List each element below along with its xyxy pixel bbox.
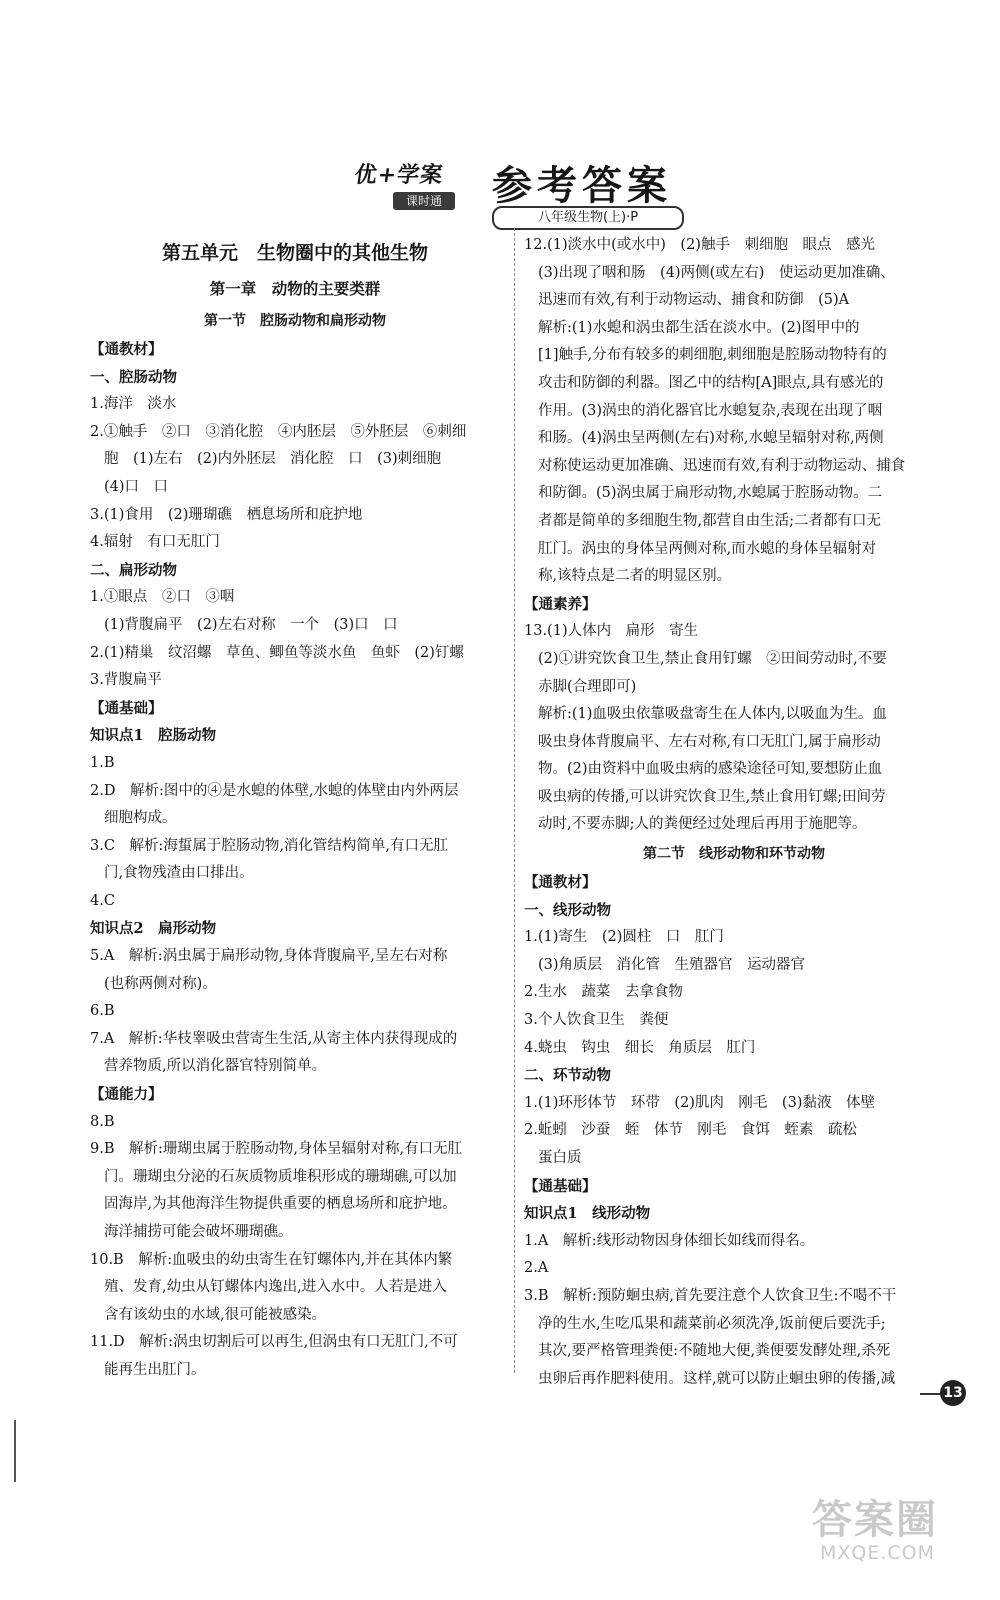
answer-line: 一、腔肠动物 [90, 368, 177, 386]
answer-line: (2)①讲究饮食卫生,禁止食用钉螺 ②田间劳动时,不要 [538, 650, 887, 667]
answer-line: 【通能力】 [90, 1086, 163, 1104]
answer-line: 1.(1)环形体节 环带 (2)肌肉 刚毛 (3)黏液 体壁 [524, 1094, 875, 1111]
answer-line: 7.A 解析:华枝睾吸虫营寄生生活,从寄主体内获得现成的 [90, 1030, 458, 1047]
answer-line: (3)出现了咽和肠 (4)两侧(或左右) 使运动更加准确、 [538, 264, 895, 281]
answer-line: 12.(1)淡水中(或水中) (2)触手 刺细胞 眼点 感光 [524, 237, 875, 253]
answer-line: 【通基础】 [90, 699, 163, 717]
answer-line: 2.D 解析:图中的④是水螅的体壁,水螅的体壁由内外两层 [90, 782, 459, 799]
answer-line: 4.蛲虫 钩虫 细长 角质层 肛门 [524, 1039, 756, 1056]
answer-line: 净的生水,生吃瓜果和蔬菜前必须洗净,饭前便后要洗手; [538, 1315, 886, 1332]
section-heading: 第一节 腔肠动物和扁形动物 [204, 313, 386, 329]
answer-line: 虫卵后再作肥料使用。这样,就可以防止蛔虫卵的传播,减 [538, 1370, 896, 1387]
chapter-heading: 第一章 动物的主要类群 [209, 280, 381, 298]
answer-line: 【通素养】 [524, 595, 597, 613]
logo-sub-text: 课时通 [393, 192, 455, 210]
answer-line: 13.(1)人体内 扁形 寄生 [524, 623, 699, 640]
answer-line: (4)口 口 [104, 478, 169, 495]
answer-line: 1.(1)寄生 (2)圆柱 口 肛门 [524, 929, 724, 946]
answer-line: 动时,不要赤脚;人的粪便经过处理后再用于施肥等。 [538, 816, 867, 833]
answer-line: 3.B 解析:预防蛔虫病,首先要注意个人饮食卫生:不喝不干 [524, 1287, 897, 1304]
answer-line: 4.辐射 有口无肛门 [90, 534, 220, 551]
answer-line: 能再生出肛门。 [104, 1361, 206, 1378]
answer-line: 11.D 解析:涡虫切割后可以再生,但涡虫有口无肛门,不可 [90, 1334, 458, 1351]
right-answer-list-top [524, 232, 944, 839]
answer-line: 和防御。(5)涡虫属于扁形动物,水螅属于腔肠动物。二 [538, 485, 883, 502]
answer-line: 2.A [524, 1260, 549, 1277]
column-divider [514, 228, 516, 1373]
left-answer-list [90, 336, 500, 1385]
logo-main-text: 优+学案 [352, 162, 446, 188]
answer-line: 1.海洋 淡水 [90, 396, 177, 413]
answer-line: 1.①眼点 ②口 ③咽 [90, 589, 235, 606]
answer-line: 【通基础】 [524, 1177, 597, 1195]
answer-line: 解析:(1)血吸虫依靠吸盘寄生在人体内,以吸血为生。血 [538, 706, 888, 723]
answer-line: 9.B 解析:珊瑚虫属于腔肠动物,身体呈辐射对称,有口无肛 [90, 1141, 463, 1158]
left-column [90, 232, 500, 1385]
answer-line: 【通教材】 [90, 341, 163, 358]
answer-line: 6.B [90, 1003, 115, 1020]
answer-line: 固海岸,为其他海洋生物提供重要的栖息场所和庇护地。 [104, 1196, 457, 1213]
answer-line: 1.B [90, 754, 115, 771]
answer-line: 8.B [90, 1113, 115, 1130]
answer-line: 3.个人饮食卫生 粪便 [524, 1012, 669, 1029]
answer-line: 10.B 解析:血吸虫的幼虫寄生在钉螺体内,并在其体内繁 [90, 1251, 453, 1268]
answer-line: 解析:(1)水螅和涡虫都生活在淡水中。(2)图甲中的 [538, 319, 860, 336]
answer-line: 3.(1)食用 (2)珊瑚礁 栖息场所和庇护地 [90, 506, 363, 523]
answer-line: 营养物质,所以消化器官特别简单。 [104, 1058, 327, 1075]
answer-line: 物。(2)由资料中血吸虫病的感染途径可知,要想防止血 [538, 761, 883, 778]
answer-line: 含有该幼虫的水域,很可能被感染。 [104, 1306, 327, 1323]
answer-line: 胞 (1)左右 (2)内外胚层 消化腔 口 (3)刺细胞 [104, 451, 442, 468]
answer-line: (3)角质层 消化管 生殖器官 运动器官 [538, 956, 806, 973]
section-heading-2: 第二节 线形动物和环节动物 [643, 846, 825, 863]
answer-line: 迅速而有效,有利于动物运动、捕食和防御 (5)A [538, 292, 850, 309]
answer-line: 2.(1)精巢 纹沼螺 草鱼、鲫鱼等淡水鱼 鱼虾 (2)钉螺 [90, 644, 464, 661]
answer-line: 门。珊瑚虫分泌的石灰质物质堆积形成的珊瑚礁,可以加 [104, 1168, 457, 1185]
answer-line: 2.生水 蔬菜 去拿食物 [524, 984, 683, 1001]
answer-line: 1.A 解析:线形动物因身体细长如线而得名。 [524, 1232, 815, 1249]
answer-line: (也称两侧对称)。 [104, 975, 217, 992]
answer-line: 一、线形动物 [524, 901, 611, 919]
answer-line: 3.背腹扁平 [90, 672, 162, 689]
answer-line: 【通教材】 [524, 874, 597, 892]
unit-heading: 第五单元 生物圈中的其他生物 [161, 242, 428, 264]
answer-line: 2.蚯蚓 沙蚕 蛭 体节 刚毛 食饵 蛭素 疏松 [524, 1122, 857, 1139]
answer-line: 5.A 解析:涡虫属于扁形动物,身体背腹扁平,呈左右对称 [90, 948, 448, 965]
answer-line: 对称使运动更加准确、迅速而有效,有利于动物运动、捕食 [538, 457, 906, 474]
answer-line: 二、环节动物 [524, 1067, 611, 1085]
page-number-rule [920, 1393, 942, 1395]
answer-line: 3.C 解析:海蜇属于腔肠动物,消化管结构简单,有口无肛 [90, 837, 449, 854]
grade-subject-badge: 八年级生物(上)·P [492, 206, 684, 230]
page-number-badge: 13 [940, 1380, 966, 1406]
answer-line: 赤脚(合理即可) [538, 678, 637, 695]
answer-line: 4.C [90, 892, 115, 909]
watermark-logo-text: 答案圈 [812, 1497, 938, 1543]
answer-line: 和肠。(4)涡虫呈两侧(左右)对称,水螅呈辐射对称,两侧 [538, 430, 884, 447]
answer-line: (1)背腹扁平 (2)左右对称 一个 (3)口 口 [104, 616, 398, 633]
brand-logo [352, 158, 465, 218]
answer-line: 者都是简单的多细胞生物,都营自由生活;二者都有口无 [538, 512, 881, 529]
right-answer-list-bottom [524, 869, 944, 1393]
answer-line: 攻击和防御的利器。图乙中的结构[A]眼点,具有感光的 [538, 374, 884, 391]
answer-line: 其次,要严格管理粪便:不随地大便,粪便要发酵处理,杀死 [538, 1343, 891, 1360]
answer-line: 二、扁形动物 [90, 561, 177, 579]
answer-line: [1]触手,分布有较多的刺细胞,刺细胞是腔肠动物特有的 [538, 347, 887, 364]
answer-line: 吸虫身体背腹扁平、左右对称,有口无肛门,属于扁形动 [538, 733, 881, 750]
answer-line: 知识点1 线形动物 [524, 1205, 651, 1223]
answer-line: 2.①触手 ②口 ③消化腔 ④内胚层 ⑤外胚层 ⑥刺细 [90, 423, 467, 440]
answer-line: 蛋白质 [538, 1150, 582, 1166]
page-header [0, 150, 1000, 235]
answer-line: 知识点2 扁形动物 [90, 920, 217, 938]
answer-line: 作用。(3)涡虫的消化器官比水螅复杂,表现在出现了咽 [538, 402, 883, 419]
answer-line: 细胞构成。 [104, 810, 177, 827]
answer-line: 海洋捕捞可能会破坏珊瑚礁。 [104, 1224, 293, 1240]
watermark-url: MXQE.COM [820, 1542, 936, 1564]
answer-line: 吸虫病的传播,可以讲究饮食卫生,禁止食用钉螺;田间劳 [538, 788, 886, 805]
answer-line: 殖、发育,幼虫从钉螺体内逸出,进入水中。人若是进入 [104, 1279, 447, 1296]
margin-mark [14, 1420, 16, 1482]
answer-line: 肛门。涡虫的身体呈两侧对称,而水螅的身体呈辐射对 [538, 540, 877, 557]
page-number [920, 1380, 966, 1406]
right-column [524, 232, 944, 1393]
page-title: 参考答案 [492, 163, 672, 209]
answer-line: 门,食物残渣由口排出。 [104, 865, 254, 882]
watermark [812, 1488, 962, 1578]
answer-line: 称,该特点是二者的明显区别。 [538, 568, 732, 585]
answer-line: 知识点1 腔肠动物 [90, 727, 217, 745]
